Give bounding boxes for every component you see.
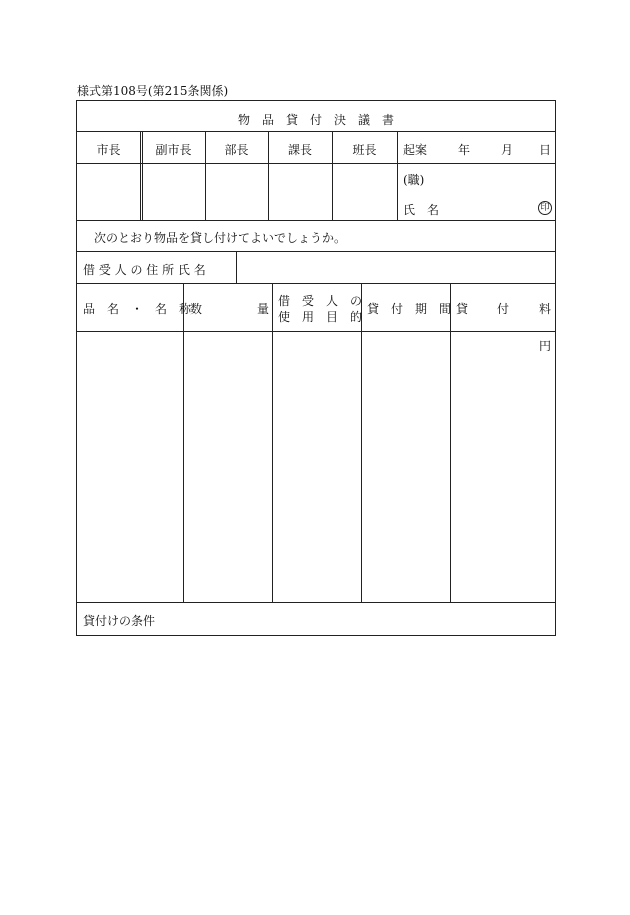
divider [77,131,555,132]
column-loan-period: 貸 付 期 間 [367,302,452,316]
column-fee-1: 貸 [456,302,469,316]
borrower-address-field[interactable] [238,253,554,282]
column-fee-3: 料 [539,302,552,316]
divider [77,602,555,603]
divider [140,131,141,220]
column-quantity-1: 数 [190,302,203,316]
divider [77,220,555,221]
currency-unit: 円 [539,339,552,353]
stamp-cell-section-head[interactable] [269,164,332,220]
divider [397,131,398,220]
approver-mayor: 市長 [96,143,121,157]
approval-form [76,100,556,636]
column-purpose-line1: 借 受 人 の [278,294,363,308]
drafter-name-label: 氏 名 [403,203,440,217]
column-quantity-2: 量 [257,302,270,316]
stamp-cell-mayor[interactable] [77,164,140,220]
divider [77,283,555,284]
loan-conditions-label: 貸付けの条件 [83,614,156,628]
stamp-cell-deputy-mayor[interactable] [143,164,205,220]
request-statement: 次のとおり物品を貸し付けてよいでしょうか。 [94,231,347,245]
drafter-position: (職) [403,173,425,187]
divider [77,251,555,252]
draft-day: 日 [539,143,552,157]
approver-department-head: 部長 [224,143,249,157]
cell-item-name[interactable] [77,332,183,602]
approver-section-head: 課長 [287,143,312,157]
stamp-cell-department-head[interactable] [206,164,268,220]
loan-conditions-field[interactable] [167,604,553,634]
cell-purpose[interactable] [273,332,361,602]
borrower-label: 借 受 人 の 住 所 氏 名 [83,263,206,277]
cell-quantity[interactable] [184,332,272,602]
seal-mark: 印 [538,201,552,215]
column-item-name: 品 名 ・ 名 称 [83,302,192,316]
draft-month: 月 [501,143,514,157]
column-fee-2: 付 [497,302,510,316]
form-title: 物 品 貸 付 決 議 書 [237,113,394,127]
draft-label: 起案 [403,143,428,157]
approver-deputy-mayor: 副市長 [155,143,192,157]
form-reference: 様式第108号(第215条関係) [77,84,229,98]
cell-fee[interactable] [451,332,555,602]
approver-team-leader: 班長 [352,143,377,157]
stamp-cell-team-leader[interactable] [333,164,397,220]
cell-loan-period[interactable] [362,332,450,602]
divider [236,251,237,283]
column-purpose-line2: 使 用 目 的 [278,310,363,324]
draft-year: 年 [458,143,471,157]
